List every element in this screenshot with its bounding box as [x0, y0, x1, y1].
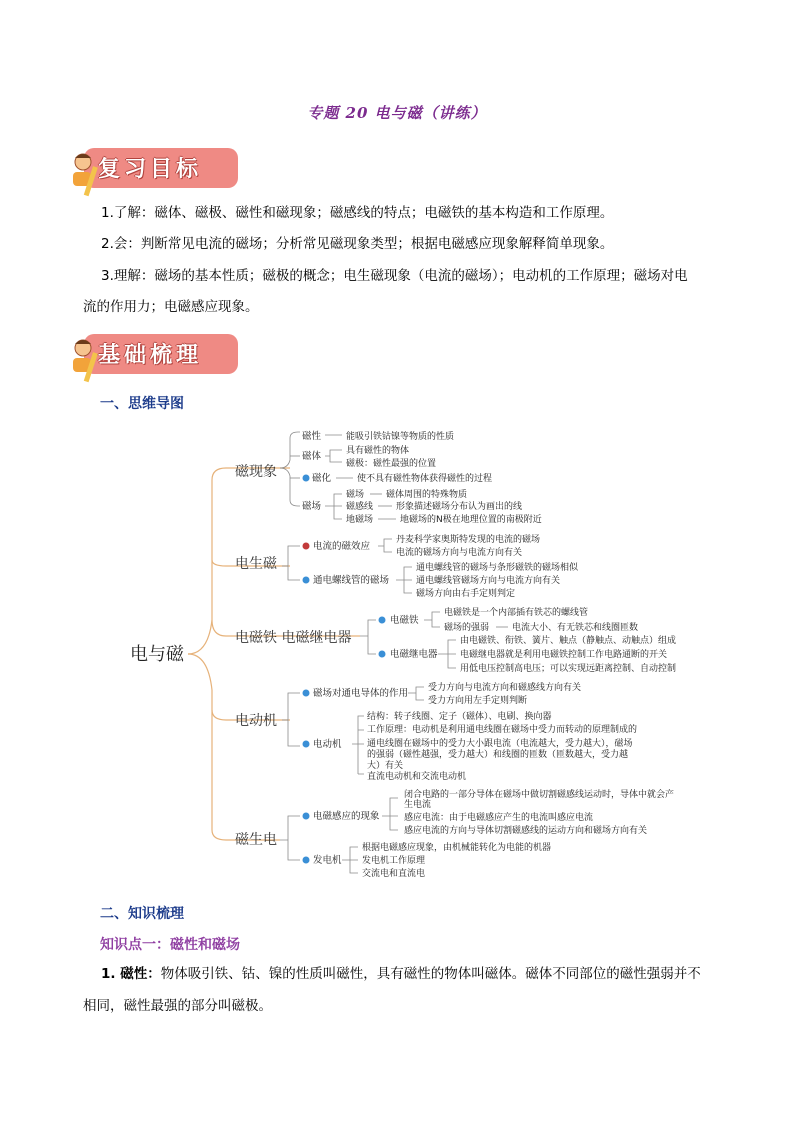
mm-b5-n2: 发电机 — [313, 855, 342, 866]
mm-b2: 电生磁 — [235, 556, 277, 572]
mm-b5-n1: 电磁感应的现象 — [313, 811, 380, 822]
banner-text: 复习目标 — [98, 157, 203, 182]
person-icon — [303, 577, 310, 584]
mm-b3-n1-text-1: 电磁铁是一个内部插有铁芯的螺线管 — [444, 608, 589, 618]
mm-b4-n2-text-4: 直流电动机和交流电动机 — [367, 772, 467, 782]
goal-2: 2.会：判断常见电流的磁场；分析常见磁现象类型；根据电磁感应现象解释简单现象。 — [101, 236, 614, 252]
section-knowledge-heading: 二、知识梳理 — [100, 906, 184, 922]
person-icon — [303, 475, 310, 482]
mm-b1: 磁现象 — [235, 464, 277, 480]
mm-b2-n2-text-1: 通电螺线管的磁场与条形磁铁的磁场相似 — [416, 563, 579, 573]
pencil-girl-icon — [70, 152, 100, 198]
mm-b4-n2: 电动机 — [313, 739, 342, 750]
mm-b4-n2-text-3c: 大）有关 — [367, 761, 404, 771]
term-magnetism: 1. 磁性： — [101, 966, 161, 982]
mm-b5-n1-text-3: 感应电流的方向与导体切割磁感线的运动方向和磁场方向有关 — [404, 826, 648, 836]
mm-b4-n1-text-1: 受力方向与电流方向和磁感线方向有关 — [428, 683, 582, 693]
mm-b3-n2-text-2: 电磁继电器就是利用电磁铁控制工作电路通断的开关 — [460, 650, 668, 660]
banner-text: 基础梳理 — [98, 343, 203, 368]
goal-3-cont: 流的作用力；电磁感应现象。 — [83, 299, 259, 315]
person-icon — [303, 543, 310, 550]
mm-b5-n2-text-1: 根据电磁感应现象，由机械能转化为电能的机器 — [362, 843, 552, 853]
person-icon — [303, 741, 310, 748]
person-icon — [303, 857, 310, 864]
mm-b5: 磁生电 — [235, 832, 277, 848]
mm-b5-n1-text-2: 感应电流：由于电磁感应产生的电流叫感应电流 — [404, 813, 594, 823]
knowledge-point-1-heading: 知识点一：磁性和磁场 — [100, 937, 240, 953]
mm-b3-n2: 电磁继电器 — [390, 649, 438, 660]
mm-b5-n2-text-2: 发电机工作原理 — [362, 856, 426, 866]
mm-b3-n1-text-2a: 磁场的强弱 — [444, 623, 490, 633]
mm-b4-n2-text-2: 工作原理：电动机是利用通电线圈在磁场中受力而转动的原理制成的 — [367, 725, 638, 735]
mm-b5-n2-text-3: 交流电和直流电 — [362, 869, 426, 879]
section-mindmap-heading: 一、思维导图 — [100, 396, 184, 412]
mm-b3: 电磁铁 电磁继电器 — [235, 630, 352, 646]
mm-b1-n2-text-2: 磁极：磁性最强的位置 — [346, 459, 437, 469]
mm-b4: 电动机 — [235, 713, 277, 729]
mm-b1-n1: 磁性 — [302, 431, 322, 442]
mm-b1-n3-text: 使不具有磁性物体获得磁性的过程 — [357, 474, 493, 484]
review-goals-banner — [70, 142, 240, 196]
mm-b5-n1-text-1b: 生电流 — [404, 800, 432, 810]
mm-b4-n2-text-3b: 的强弱（磁性越强，受力越大）和线圈的匝数（匝数越大，受力越 — [367, 750, 629, 760]
mm-b2-n2: 通电螺线管的磁场 — [313, 575, 390, 586]
mm-b2-n1-text-2: 电流的磁场方向与电流方向有关 — [396, 548, 523, 558]
mm-b4-n2-text-3a: 通电线圈在磁场中的受力大小跟电流（电流越大，受力越大），磁场 — [367, 739, 633, 749]
mm-b1-n4-a: 磁场 — [346, 490, 365, 500]
mm-b4-n2-text-1: 结构：转子线圈、定子（磁体）、电刷、换向器 — [367, 712, 552, 722]
mm-b4-n1-text-2: 受力方向用左手定则判断 — [428, 696, 528, 706]
mm-b1-n2: 磁体 — [302, 451, 322, 462]
mm-b4-n1: 磁场对通电导体的作用 — [313, 688, 409, 699]
mm-root: 电与磁 — [130, 644, 184, 665]
mm-b1-n4-b-text: 形象描述磁场分布认为画出的线 — [396, 502, 523, 512]
person-icon — [379, 651, 386, 658]
body-text: 物体吸引铁、钴、镍的性质叫磁性，具有磁性的物体叫磁体。磁体不同部位的磁性强弱并不 — [160, 966, 701, 982]
mm-b1-n4-b: 磁感线 — [346, 502, 374, 512]
mm-b3-n2-text-1: 由电磁铁、衔铁、簧片、触点（静触点、动触点）组成 — [460, 636, 677, 646]
mm-b2-n2-text-3: 磁场方向由右手定则判定 — [416, 589, 516, 599]
mm-b3-n1-text-2b: 电流大小、有无铁芯和线圈匝数 — [512, 623, 639, 633]
mind-map — [120, 420, 720, 890]
person-icon — [303, 813, 310, 820]
basics-banner — [70, 328, 240, 382]
mm-b3-n1: 电磁铁 — [390, 615, 419, 626]
mm-b3-n2-text-3: 用低电压控制高电压；可以实现远距离控制、自动控制 — [460, 664, 677, 674]
mm-b1-n3: 磁化 — [312, 473, 332, 484]
mm-b2-n1: 电流的磁效应 — [313, 541, 371, 552]
person-icon — [379, 617, 386, 624]
mm-b2-n1-text-1: 丹麦科学家奥斯特发现的电流的磁场 — [396, 535, 541, 545]
mm-b1-n4: 磁场 — [302, 501, 322, 512]
mm-b5-n1-text-1a: 闭合电路的一部分导体在磁场中做切割磁感线运动时，导体中就会产 — [404, 790, 675, 800]
pencil-girl-icon — [70, 338, 100, 384]
body-paragraph-1-cont: 相同，磁性最强的部分叫磁极。 — [83, 998, 272, 1014]
goal-1: 1.了解：磁体、磁极、磁性和磁现象；磁感线的特点；电磁铁的基本构造和工作原理。 — [101, 205, 614, 221]
person-icon — [303, 690, 310, 697]
body-paragraph-1 — [83, 959, 723, 990]
mm-b1-n2-text-1: 具有磁性的物体 — [346, 446, 410, 456]
mm-b1-n4-c: 地磁场 — [346, 515, 374, 525]
mm-b1-n4-c-text: 地磁场的N极在地理位置的南极附近 — [400, 515, 542, 525]
goal-3: 3.理解：磁场的基本性质；磁极的概念；电生磁现象（电流的磁场）；电动机的工作原理；磁场对电 — [101, 268, 688, 284]
mm-b1-n1-text: 能吸引铁钴镍等物质的性质 — [346, 432, 455, 442]
mm-b1-n4-a-text: 磁体周围的特殊物质 — [386, 490, 468, 500]
mm-b2-n2-text-2: 通电螺线管磁场方向与电流方向有关 — [416, 576, 561, 586]
page-title: 专题 20 电与磁（讲练） — [307, 104, 487, 122]
